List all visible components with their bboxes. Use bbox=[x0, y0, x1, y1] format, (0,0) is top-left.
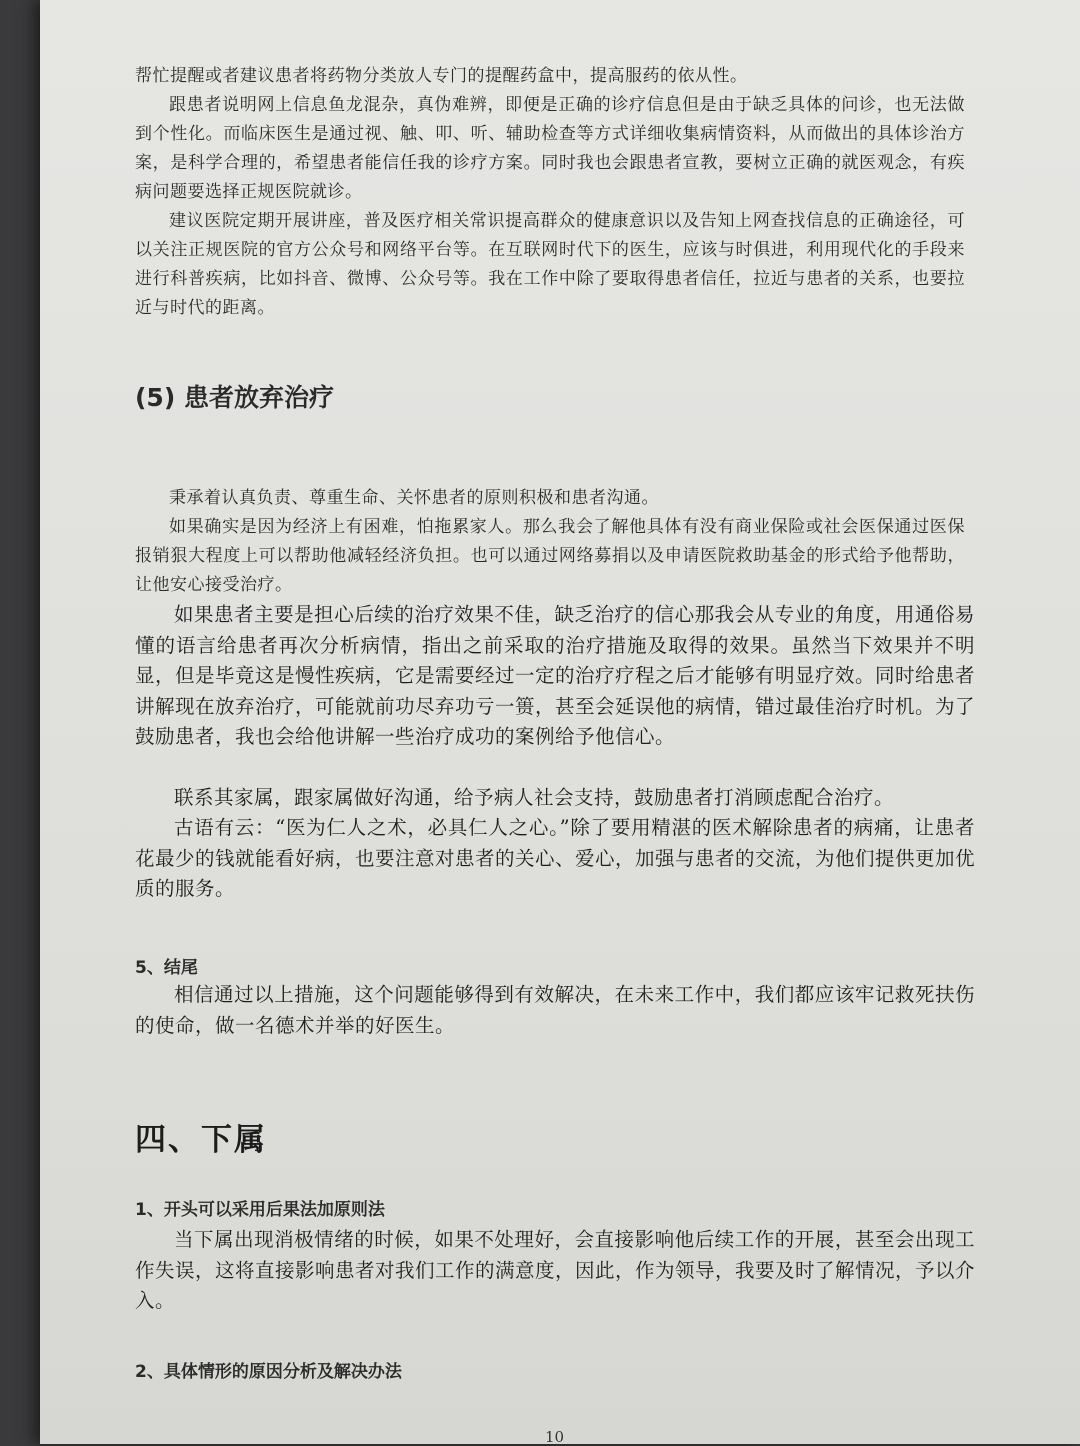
paragraph-ending: 相信通过以上措施，这个问题能够得到有效解决，在未来工作中，我们都应该牢记救死扶伤的使命，做一名德术并举的好医生。 bbox=[135, 983, 975, 1037]
subheading-cause-analysis: 2、具体情形的原因分析及解决办法 bbox=[135, 1362, 402, 1382]
page-number: 10 bbox=[545, 1428, 565, 1446]
paragraph-principle: 秉承着认真负责、尊重生命、关怀患者的原则积极和患者沟通。 bbox=[169, 488, 659, 508]
paragraph-online-info: 跟患者说明网上信息鱼龙混杂，真伪难辨，即便是正确的诊疗信息但是由于缺乏具体的问诊，也无法做到个性化。而临床医生是通过视、触、叩、听、辅助检查等方式详细收集病情资料，从而做出的具体诊治方案，是科学合理的，希望患者能信任我的诊疗方案。同时我也会跟患者宣教，要树立正确的就医观念，有疾病问题要选择正规医院就诊。 bbox=[135, 95, 965, 202]
paragraph-subordinate-negative: 当下属出现消极情绪的时候，如果不处理好，会直接影响他后续工作的开展，甚至会出现工作失误，这将直接影响患者对我们工作的满意度，因此，作为领导，我要及时了解情况，予以介入。 bbox=[135, 1228, 976, 1312]
paragraph-treatment-confidence: 如果患者主要是担心后续的治疗效果不佳，缺乏治疗的信心那我会从专业的角度，用通俗易懂的语言给患者再次分析病情，指出之前采取的治疗措施及取得的效果。虽然当下效果并不明显，但是毕竟这是慢性疾病，它是需要经过一定的治疗疗程之后才能够有明显疗效。同时给患者讲解现在放弃治疗，可能就前功尽弃功亏一篑，甚至会延误他的病情，错过最佳治疗时机。为了鼓励患者，我也会给他讲解一些治疗成功的案例给予他信心。 bbox=[135, 603, 976, 748]
section-heading-patient-gives-up: (5) 患者放弃治疗 bbox=[135, 383, 334, 412]
subheading-opening-method: 1、开头可以采用后果法加原则法 bbox=[135, 1200, 385, 1220]
ending-heading: 5、结尾 bbox=[135, 958, 198, 978]
paragraph-ancient-saying: 古语有云：“医为仁人之术，必具仁人之心。”除了要用精湛的医术解除患者的病痛，让患者花最少的钱就能看好病，也要注意对患者的关心、爱心，加强与患者的交流，为他们提供更加优质的服务。 bbox=[135, 816, 976, 900]
document-page bbox=[40, 0, 1080, 1444]
paragraph-economic-difficulty: 如果确实是因为经济上有困难，怕拖累家人。那么我会了解他具体有没有商业保险或社会医保通过医保报销狠大程度上可以帮助他减轻经济负担。也可以通过网络募捐以及申请医院救助基金的形式给予他帮助，让他安心接受治疗。 bbox=[135, 517, 965, 595]
chapter-heading-subordinates: 四、下属 bbox=[135, 1122, 267, 1158]
paragraph-pillbox: 帮忙提醒或者建议患者将药物分类放人专门的提醒药盒中，提高服药的依从性。 bbox=[135, 66, 748, 86]
paragraph-contact-family: 联系其家属，跟家属做好沟通，给予病人社会支持，鼓励患者打消顾虑配合治疗。 bbox=[174, 786, 895, 809]
paragraph-hospital-lectures: 建议医院定期开展讲座，普及医疗相关常识提高群众的健康意识以及告知上网查找信息的正确途径，可以关注正规医院的官方公众号和网络平台等。在互联网时代下的医生，应该与时俱进，利用现代化的手段来进行科普疾病，比如抖音、微博、公众号等。我在工作中除了要取得患者信任，拉近与患者的关系，也要拉近与时代的距离。 bbox=[135, 211, 965, 318]
